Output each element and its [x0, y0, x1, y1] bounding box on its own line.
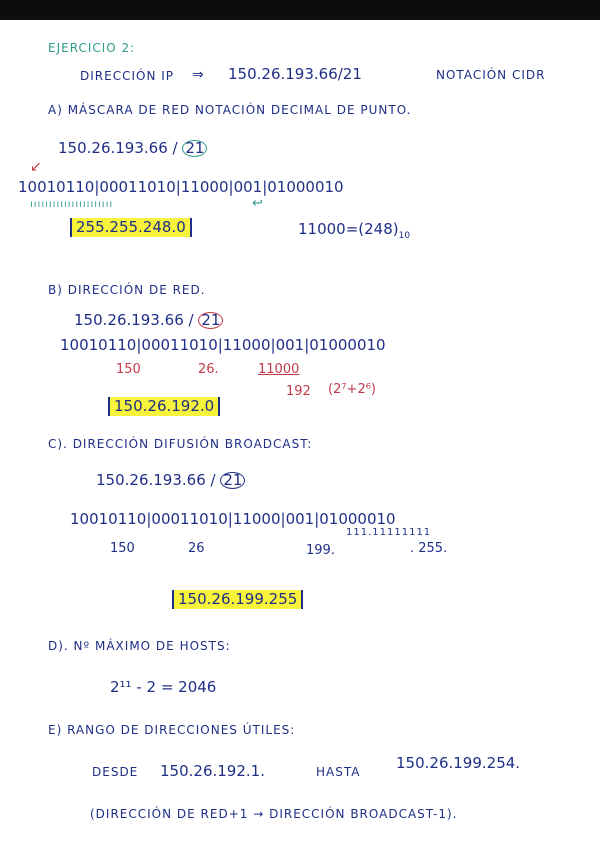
section-e-to-label: HASTA: [316, 765, 361, 779]
scan-top-border: [0, 0, 600, 20]
section-b-dec4: 192: [286, 384, 311, 399]
section-b-dec3: 11000: [258, 362, 300, 377]
section-a-prefix-circle: 21: [182, 140, 207, 157]
section-d-heading: D). Nº MÁXIMO DE HOSTS:: [48, 639, 231, 653]
section-e-heading: E) RANGO DE DIRECCIONES ÚTILES:: [48, 723, 296, 737]
back-arrow-icon: ↩: [252, 196, 263, 211]
section-a-result: 255.255.248.0: [70, 218, 192, 237]
section-e-from: 150.26.192.1.: [160, 762, 265, 780]
section-c-dec1: 150: [110, 541, 135, 556]
section-b-ip-text: 150.26.193.66 /: [74, 311, 194, 329]
section-a-calc: [298, 222, 410, 241]
section-d-formula: 2¹¹ - 2 = 2046: [110, 678, 217, 696]
ip-label: DIRECCIÓN IP: [80, 69, 175, 83]
section-b-ip: [74, 312, 223, 329]
ip-cidr: 150.26.193.66/21: [228, 65, 362, 83]
section-e-to: 150.26.199.254.: [396, 754, 521, 772]
section-a-heading: A) MÁSCARA DE RED NOTACIÓN DECIMAL DE PUNTO.: [48, 103, 412, 117]
section-c-dec4: . 255.: [410, 541, 448, 556]
section-e-from-label: DESDE: [92, 765, 139, 779]
section-b-powers: (2⁷+2⁶): [328, 382, 377, 397]
section-c-binary: 10010110|00011010|11000|001|01000010: [70, 510, 396, 528]
section-c-result: 150.26.199.255: [172, 590, 303, 609]
section-c-heading: C). DIRECCIÓN DIFUSIÓN BROADCAST:: [48, 437, 313, 451]
exercise-title: EJERCICIO 2:: [48, 41, 136, 55]
section-a-binary: 10010110|00011010|11000|001|01000010: [18, 178, 344, 196]
arrow-icon: ⇒: [192, 67, 204, 83]
section-c-prefix-circle: 21: [220, 472, 245, 489]
cidr-notation-label: NOTACIÓN CIDR: [436, 68, 546, 82]
down-arrow-icon: ↙: [30, 159, 42, 175]
section-c-dec2: 26: [188, 541, 205, 556]
section-a-ip-text: 150.26.193.66 /: [58, 139, 178, 157]
section-a-calc-text: 11000=(248): [298, 220, 399, 238]
section-c-ip: [96, 472, 245, 489]
section-b-prefix-circle: 21: [198, 312, 223, 329]
section-c-ones: 111.11111111: [346, 527, 432, 538]
section-a-ones: ıııııııııııııııııııııı: [30, 199, 114, 210]
section-b-heading: B) DIRECCIÓN DE RED.: [48, 283, 206, 297]
section-b-dec2: 26.: [198, 362, 219, 377]
section-e-note: (DIRECCIÓN DE RED+1 → DIRECCIÓN BROADCAST-1).: [90, 807, 458, 821]
section-c-dec3: 199.: [306, 543, 335, 558]
section-c-ip-text: 150.26.193.66 /: [96, 471, 216, 489]
section-b-dec1: 150: [116, 362, 141, 377]
section-b-binary: 10010110|00011010|11000|001|01000010: [60, 336, 386, 354]
section-a-ip: [58, 140, 207, 157]
section-a-calc-base: 10: [398, 231, 411, 241]
section-b-result: 150.26.192.0: [108, 397, 220, 416]
